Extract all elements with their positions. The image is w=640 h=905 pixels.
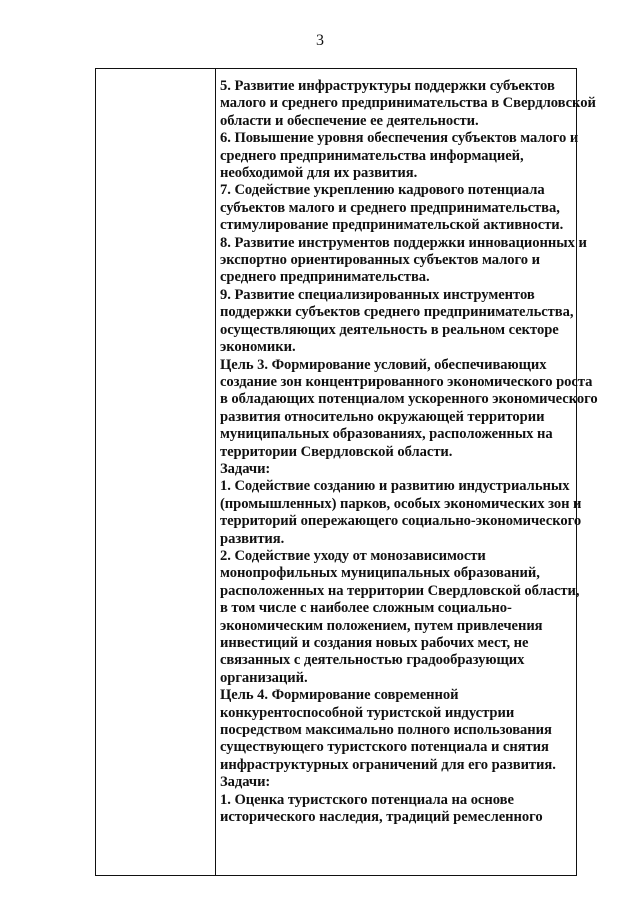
text-line: 5. Развитие инфраструктуры поддержки субъектов (220, 78, 555, 94)
text-line: экспортно ориентированных субъектов малого и (220, 252, 540, 269)
text-line: Цель 3. Формирование условий, обеспечивающих (220, 356, 547, 373)
text-line: осуществляющих деятельность в реальном секторе (220, 321, 559, 338)
text-line: необходимой для их развития. (220, 165, 418, 182)
text-line: инфраструктурных ограничений для его развития. (220, 756, 556, 773)
text-line: поддержки субъектов среднего предпринимательства, (220, 304, 574, 321)
text-line: 6. Повышение уровня обеспечения субъектов малого и (220, 130, 579, 147)
text-line: расположенных на территории Свердловской области, (220, 582, 580, 599)
text-line: 1. Оценка туристского потенциала на основе (220, 791, 514, 808)
text-line: Задачи: (220, 774, 271, 791)
text-line: 1. Содействие созданию и развитию индустриальных (220, 478, 570, 495)
text-line: 2. Содействие уходу от монозависимости (220, 547, 486, 564)
text-line: среднего предпринимательства информацией, (220, 147, 524, 164)
text-line: исторического наследия, традиций ремесленного (220, 809, 543, 826)
content-table (95, 68, 598, 876)
text-line: стимулирование предпринимательской активности. (220, 217, 564, 234)
text-line: экономическим положением, путем привлечения (220, 617, 543, 634)
text-line: организаций. (220, 669, 308, 686)
text-line: связанных с деятельностью градообразующих (220, 652, 525, 669)
text-line: конкурентоспособной туристской индустрии (220, 704, 515, 721)
table-left-column (96, 69, 216, 875)
text-line: территорий опережающего социально-экономического (220, 513, 582, 530)
text-line: Задачи: (220, 460, 271, 477)
text-line: 7. Содействие укреплению кадрового потенциала (220, 182, 545, 199)
text-line: субъектов малого и среднего предпринимательства, (220, 199, 560, 216)
text-line: среднего предпринимательства. (220, 269, 430, 286)
page-number: 3 (316, 32, 324, 49)
text-line: области и обеспечение ее деятельности. (220, 112, 479, 129)
text-line: в том числе с наиболее сложным социально- (220, 600, 512, 617)
text-line: (промышленных) парков, особых экономических зон и (220, 495, 582, 512)
table-right-column (216, 69, 598, 875)
text-line: монопрофильных муниципальных образований, (220, 565, 540, 582)
text-line: 8. Развитие инструментов поддержки инновационных и (220, 234, 587, 251)
text-line: в обладающих потенциалом ускоренного экономического (220, 391, 598, 408)
text-line: развития. (220, 530, 285, 547)
text-line: инвестиций и создания новых рабочих мест, не (220, 635, 529, 651)
text-line: существующего туристского потенциала и снятия (220, 739, 549, 756)
text-line: развития относительно окружающей территории (220, 408, 545, 425)
text-line: малого и среднего предпринимательства в Свердловской (220, 95, 596, 112)
text-line: Цель 4. Формирование современной (220, 687, 459, 704)
text-line: создание зон концентрированного экономического роста (220, 373, 593, 390)
text-line: муниципальных образованиях, расположенных на (220, 426, 553, 443)
text-line: посредством максимально полного использования (220, 722, 552, 739)
text-line: территории Свердловской области. (220, 443, 453, 460)
text-line: 9. Развитие специализированных инструментов (220, 286, 535, 303)
text-line: экономики. (220, 339, 296, 356)
